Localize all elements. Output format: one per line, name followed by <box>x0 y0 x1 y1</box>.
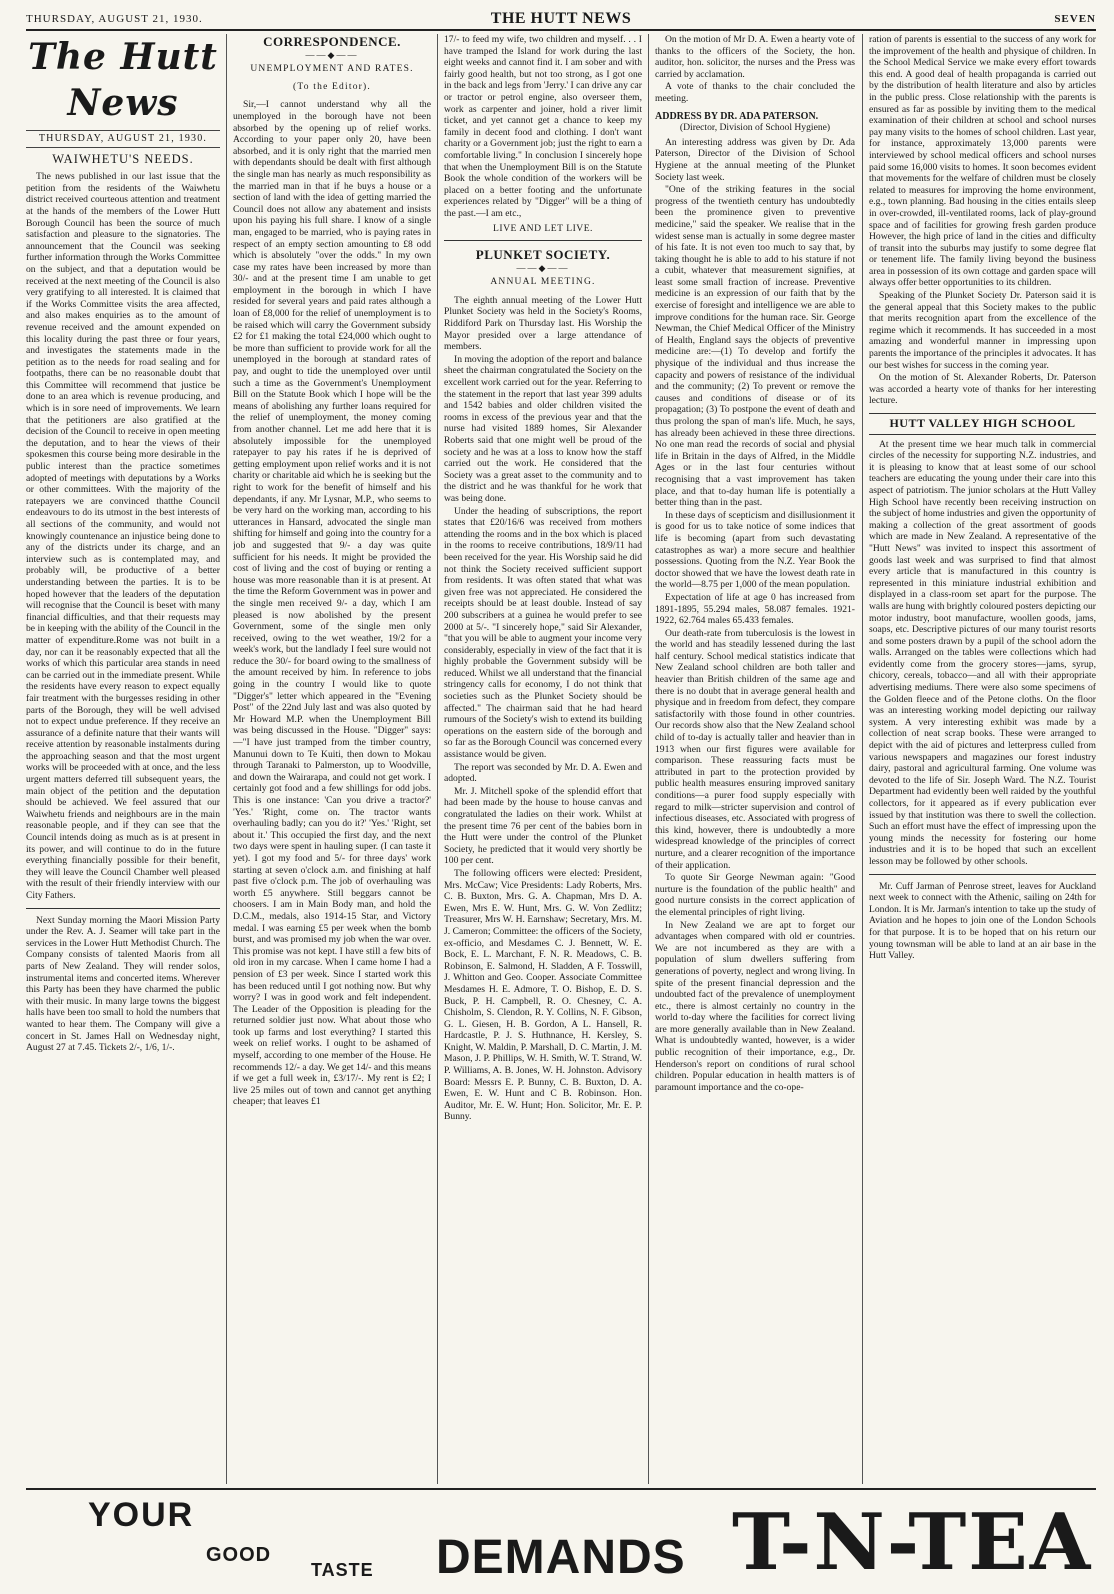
ornament: ——◆—— <box>305 49 359 60</box>
letter-address: (To the Editor). <box>293 81 371 92</box>
page-number: SEVEN <box>1054 13 1096 25</box>
section-rule <box>869 874 1096 875</box>
plunket-paragraph: Mr. J. Mitchell spoke of the splendid effort that had been made by the house to house canvas and congratulated the ladies on their work. Whilst at the present time 76 per cent of the babies born in the Hutt were under the control of the Plunket Society, he predicted that it would very shortly be 100 per cent. <box>444 785 642 867</box>
address-paragraph: In these days of scepticism and disillusionment it is good for us to take notice of some indices that life is becoming (apart from such devastating catastrophes as war) a more secure and healthier possessions. Quoting from the N.Z. Year Book the doctor showed that we have the lowest death rate in the world—8.75 per 1,000 of the mean population. <box>655 509 855 591</box>
ad-good: GOOD <box>206 1544 272 1566</box>
address-subheading: (Director, Division of School Hygiene) <box>679 122 831 134</box>
address-continued: On the motion of St. Alexander Roberts, Dr. Paterson was accorded a hearty vote of thanks for her interesting lecture. <box>869 372 1096 407</box>
column-1 <box>26 34 220 1484</box>
letter-paragraph: Sir,—I cannot understand why all the unemployed in the borough have not been absorbed by the opening up of relief works. According to your paper only 20, have been absorbed, and it is only right that the married men with dependants should be dealt with first although the single man has nearly as much responsibility as the married man in that if he buys a house or a section of land with the idea of getting married the Council does not allow any abatement and insists upon his paying his full share. I know of a single man, engaged to be married, who is paying rates in respect of an empty section amounting to £8 odd which is absolutely "over the odds." In my own case my rates have been increased by more than 30/- and at the present time I am unable to get employment in the borough in which I have resided for several years and paid rates although a loan of £8,000 for the relief of unemployment is to be raised which will carry the Government subsidy £2 for £1 making the total £24,000 which ought to be more than sufficient to provide work for all the unemployed in the borough at standard rates of pay, and ought to tide the unemployed over until such a time as the Government's Unemployment Bill on the Statute Book which I hope will be the means of abolishing any further loans required for the relief of unemployment, the money coming from another channel. Let me add here that it is absolutely impossible for the unemployed ratepayer to pay his rates if he is deprived of getting employment upon relief works and it is not charity or charitable aid which he is seeking but the right to work for the benefit of himself and his dependants, if any. Mr Lysnar, M.P., who seems to be very hard on the working man, according to his utterances in Hansard, advocated the single man shifting for himself and going into the country for a job and suggested that 9/- a day was quite sufficient for his needs. It might be provided the cost of living and the cost of buying or renting a house was more reasonable than it is at present. At the time the Reform Government was in power and the single men received 9/- a day, which I am pleased is now abolished by the present Government, some of the single men only received, owing to the wet weather, 19/2 for a week's work, but the landlady I feel sure would not reduce the 30/- for board owing to the smallness of the amount received by him. In reference to jobs going in the country I would like to quote "Digger's" letter which appeared in the "Evening Post" of the 22nd July last and was also quoted by Mr Howard M.P. when the Unemployment Bill was being discussed in the House. "Digger" says:—"I have just tramped from the timber country, Manunui down to Te Kuiti, then down to Mokau through Taranaki to Palmerston, up to Woodville, and down the Wairarapa, and could not get work. I certainly got food and a few shillings for odd jobs. This is one instance: 'Can you drive a tractor?' 'Yes.' 'Right, come on. The tractor wants overhauling badly; can you do it?' 'Yes.' 'Right, set about it.' This occupied the first day, and the next two days were spent in hauling super. (I can taste it yet). I got my food and 5/- for three days' work starting at seven o'clock a.m. and finishing at half past five o'clock p.m. The job of overhauling was worth £5 anywhere. Still beggars cannot be choosers. I am in Main Body man, and hold the D.C.M., medals, also 1914-15 Star, and Victory medal. I was earning £5 per week when the bomb burst, and was promised my job when the war over. This promise was not kept. I have still a few bits of old iron in my carcase. When I came home I had a pension of £3 per week. Since I started work this has been reduced until I got nothing now. But why worry? I was in good work and felt independent. The Leader of the Opposition is pleading for the returned soldier just now. What about those who took up farms and lost everything? I started this week on relief works. I ought to be ashamed of myself, according to one member of the House. He recommends 12/- a day. We get 14/- and this means if we get a full week in, £3/17/-. My rent is £2; I live 25 miles out of town and cannot get anything cheaper; that leaves £1 <box>233 99 431 1108</box>
column-5 <box>869 34 1096 1484</box>
correspondence-heading: CORRESPONDENCE. <box>263 34 401 49</box>
editorial-heading: WAIWHETU'S NEEDS. <box>52 151 194 166</box>
running-head-date: THURSDAY, AUGUST 21, 1930. <box>26 13 203 25</box>
ad-taste: TASTE <box>311 1560 374 1580</box>
letter-continued: 17/- to feed my wife, two children and myself. . . I have tramped the Island for work during the last eight weeks and cannot find it. I am sober and with fairly good health, but not too strong, as I got one in the back and legs from 'Jerry.' I can drive any car or tractor or petrol engine, also overseer them, work as carpenter and joiner, hold a river limit ticket, and yet cannot get a chance to keep my family in decent food and clothing. I don't want charity or a Government job; just the right to earn a comfortable living." In conclusion I sincerely hope that when the Unemployment Bill is on the Statute Book the whole condition of the workers will be placed on a better footing and the unfortunate experiences related by "Digger" will be a thing of the past.—I am etc., <box>444 34 642 219</box>
ad-brand: T-N-TEA <box>732 1497 1093 1588</box>
hvhs-paragraph: At the present time we hear much talk in commercial circles of the necessity for supporting N.Z. industries, and it is pleasing to know that at least some of our school teachers are educating the young under their care into this aspect of patriotism. The junior scholars at the Hutt Valley High School have recently been receiving instruction on the subject of home industries and given the opportunity of making a collection of the great assortment of goods which are made in New Zealand. A representative of the "Hutt News" was invited to inspect this assortment of goods last week and was surprised to find that almost every article that is manufactured in this country is represented in this miniature industrial exhibition and displayed in a class-room set apart for the purpose. The walls are hung with brightly coloured posters depicting our motor industry, boot manufacture, woollen goods, jams, soaps, etc. Descriptive pictures of our many tourist resorts and some posters drawn by a pupil of the school adorn the walls. Arranged on the tables were collections which had evidently come from the grocery stores—jams, syrup, chicory, cereals, tobacco—and all with their appropriate advertising mediums. There were also some specimens of the Golden fleece and of the Petone cloths. On the floor was an interesting working model depicting our railway system. A very interesting exhibit was made by a collection of neat scrap books. These were arranged to depict with the aid of pictures and letterpress culled from various newspapers and magazines our forest industry dairy, pastoral and agricultural farming. One volume was devoted to the life of Sir. Joseph Ward. The N.Z. Tourist Department had evidently been well raided by the youthful collectors, for it appeared as if every publication ever issued by that institution was there to swell the collection. Such an effort must have the effect of impressing upon the young minds the necessity for fostering our home industries and it is to be hoped that such an excellent lesson may be followed by other schools. <box>869 438 1096 867</box>
editorial-date: THURSDAY, AUGUST 21, 1930. <box>26 130 220 148</box>
plunket-heading: PLUNKET SOCIETY. <box>475 247 611 263</box>
plunket-subheading: ANNUAL MEETING. <box>490 277 596 288</box>
running-head <box>26 8 1096 28</box>
column-divider <box>226 34 227 1484</box>
address-paragraph: To quote Sir George Newman again: "Good nurture is the foundation of the public health" and good nurture consists in the correct application of the elemental principles of right living. <box>655 872 855 918</box>
letter-signature: LIVE AND LET LIVE. <box>493 222 593 234</box>
column-divider <box>862 34 863 1484</box>
ad-demands: DEMANDS <box>436 1531 686 1584</box>
plunket-paragraph: Under the heading of subscriptions, the report states that £20/16/6 was received from mothers attending the rooms and in the box which is placed in the rooms to receive contributions, 18/9/11 had been received for the year. His Worship said he did not think the Society received sufficient support from residents. It was often stated that what was given free was not appreciated. He considered the receipts should be at least double. Instead of say 200 subscribers at a guinea he would prefer to see 2000 at 5/-. "I sincerely hope," said Sir Alexander, "that you will be able to augment your income very considerably, especially in view of the fact that it is highly probable the Government subsidy will be reduced. Whilst we all understand that the financial stringency calls for economy, I do not think that societies such as the Plunket Society should be affected." The chairman said that he had heard rumours of the Society's wish to extend its building operations on the eastern side of the borough and so far as the Borough Council was concerned every assistance would be given. <box>444 505 642 761</box>
address-continued: Speaking of the Plunket Society Dr. Paterson said it is the general appeal that this Society makes to the public that merits recognition apart from the excellence of the regime which it recommends. It has succeeded in a most amazing and wonderful manner in impressing upon parents the importance of the principles it advocates. It has our best wishes for success in the coming year. <box>869 290 1096 371</box>
ornament: ——◆—— <box>516 262 570 273</box>
column-divider <box>648 34 649 1484</box>
hvhs-heading: HUTT VALLEY HIGH SCHOOL <box>869 413 1096 435</box>
address-paragraph: Our death-rate from tuberculosis is the lowest in the world and has steadily lessened during the last half century. School medical statistics indicate that New Zealand school children are both taller and heavier than British children of the same age and there is no doubt that in average general health and physique and in freedom from defect, they compare satisfactorily with those found in other countries. Our records show also that the New Zealand school child of to-day is actually taller and heavier than in 1913 when our first figures were available for comparison. These reassuring facts must be attributed in part to the protection provided by public health measures ensuring improved sanitary conditions—a purer food supply especially with regard to milk—stricter supervision and control of infectious diseases, etc. Associated with progress of this kind, however, there is undoubtedly a more widespread knowledge of the principles of correct nurture, and a clearer recognition of the importance of their application. <box>655 627 855 871</box>
plunket-paragraph: The report was seconded by Mr. D. A. Ewen and adopted. <box>444 761 642 785</box>
letter-title: UNEMPLOYMENT AND RATES. <box>250 64 414 75</box>
plunket-closing: On the motion of Mr D. A. Ewen a hearty vote of thanks to the officers of the Society, the hon. auditor, hon. solicitor, the nurses and the Press was carried by acclamation. <box>655 34 855 80</box>
maori-mission-notice: Next Sunday morning the Maori Mission Party under the Rev. A. J. Seamer will take part in the services in the Lower Hutt Methodist Church. The Company consists of talented Maoris from all parts of New Zealand. They will render solos, instrumental items and concerted items. Wherever this Party has been they have charmed the public with their music. In many large towns the biggest halls have been too small to hold the numbers that wanted to hear them. The Company will give a concert in St. James Hall on Wednesday night, August 27 at 7.45. Tickets 2/-, 1/6, 1/-. <box>26 914 220 1054</box>
jarman-notice: Mr. Cuff Jarman of Penrose street, leaves for Auckland next week to connect with the Athenic, sailing on 24th for London. It is Mr. Jarman's intention to take up the study of Aviation and he hopes to join one of the London Schools for that purpose. It is to be hoped that on his return our young townsman will be able to land at an air base in the Hutt Valley. <box>869 880 1096 962</box>
tea-advertisement <box>26 1488 1096 1588</box>
plunket-paragraph: In moving the adoption of the report and balance sheet the chairman congratulated the Society on the excellent work carried out for the year. Referring to the statement in the report that last year 399 adults and 1542 babies and older children visited the rooms in excess of the previous year and that the nurse had visited 1889 homes, Sir Alexander Roberts said that one might well be proud of the society and he was at a loss to know how the staff carried out the work. He considered that the Society was a great asset to the community and to the district and he was thankful for he work that was being done. <box>444 353 642 504</box>
address-paragraph: In New Zealand we are apt to forget our advantages when compared with old er countries. We are not incumbered as they are with a population of slum dwellers suffering from generations of poverty, neglect and wrong living. In spite of the present financial depression and the undoubted fact of the prevalence of unemployment etc., there is almost certainly no country in the world to-day where the facilities for correct living are more generally available than in New Zealand. What is undoubtedly wanted, however, is a wider public recognition of their importance, e.g., Dr. Henderson's report on conditions of rural school children. Popular education in health matters is of paramount importance and the co-ope- <box>655 919 855 1093</box>
section-rule <box>444 240 642 241</box>
masthead: The Hutt News <box>28 36 218 124</box>
address-paragraph: Expectation of life at age 0 has increased from 1891-1895, 55.294 males, 58.087 females. 1921-1922, 62.764 males 65.433 females. <box>655 591 855 627</box>
column-3 <box>444 34 642 1484</box>
column-4 <box>655 34 855 1484</box>
ad-your: YOUR <box>88 1496 195 1534</box>
editorial-paragraph: The news published in our last issue that the petition from the residents of the Waiwhetu district received courteous attention and treatment at the hands of the members of the Lower Hutt Borough Council has been the source of much satisfaction and pleasure to the signatories. The announcement that the Council was seeking further information through the Works Committee on the subject, and that a deputation would be received at the next meeting of the Council is also very gratifying to all interested. It is claimed that if the Works Committee visits the area affected, and also makes enquiries as to the amount of revenue received and the amount expended on this locality during the past three or four years, and investigates the statements made in the petition as to the needs for road sealing and for footpaths, there can be no reasonable doubt that this Committee will recommend that justice be done to an area which is revenue producing, and which is in sore need of improvements. We learn that the petitioners are also gratified at the decision of the Council to receive in open meeting the deputation, and to hear the views of their spokesmen this course being more desirable in the public interest than the practice sometimes adopted of meetings with deputations by a Works or other committees. With the majority of the ratepayers we are convinced thatthe Council endeavours to do its utmost in the best interests of all sections of the community, and would not knowingly countenance an injustice being done to any of the districts under its charge, and an interview such as is contemplated may, and probably will, be productive of a better understanding between the parties. It is to be hoped however that the leaders of the deputation will recognise that the Council is beset with many financial difficulties, and that their requests may be in keeping with the ability of the Council in the matter of expenditure.Rome was not built in a day, nor can it be reasonably expected that all the works of which this particular area stands in need can be carried out in the immediate present. While the residents have every reason to expect equally fair treatment with the burgesses residing in other parts of the Borough, they will be well advised not to expect undue preference. If they receive an assurance of a definite nature that their wants will receive attention by reasonable instalments during the approaching season and that the most urgent works will be proceeded with at once, and the less urgent matters deferred till subsequent years, the main object of the petition and the deputation should be achieved. We feel assured that our Waiwhetu friends and neighbours are in the main reasonable people, and if they can see that the Council intends doing as much as is at present in its power, and will continue to do in the future everything financially possible for their benefit, they will leave the Council Chamber well pleased with the result of their friendly interview with our City Fathers. <box>26 171 220 901</box>
column-divider <box>437 34 438 1484</box>
address-paragraph: An interesting address was given by Dr. Ada Paterson, Director of the Division of School Hygiene at the annual meeting of the Plunket Society last week. <box>655 136 855 183</box>
plunket-paragraph: The eighth annual meeting of the Lower Hutt Plunket Society was held in the Society's Rooms, Riddiford Park on Thursday last. His Worship the Mayor presided over a large attendance of members. <box>444 294 642 353</box>
section-rule <box>26 908 220 909</box>
address-heading: ADDRESS BY DR. ADA PATERSON. <box>655 110 819 122</box>
header-rule <box>26 29 1096 31</box>
address-paragraph: "One of the striking features in the social progress of the twentieth century has undoubtedly been the prominence given to preventive medicine," said the speaker. We realise that in the widest sense man is actually in some degree master of his fate. It is not even too much to say that, by taking thought he is able to add to his stature if not a cubit, whatever that measurement signifies, at least some small fraction of increase. Preventive medicine is an expression of our faith that by the exercise of foresight and intelligence we are able to improve conditions for the human race. Sir. George Newman, the Chief Medical Officer of the Ministry of Health, England says the objects of preventive medicine are:—(1) To develop and fortify the physique of the individual and thus increase the capacity and powers of resistance of the individual and the community; (2) To prevent or remove the causes and conditions of disease or of its propagation; (3) To postpone the event of death and thus prolong the span of man's life. Much, he says, has already been achieved in these three directions. No one man read the records of social and physial life in Britain in the days of Alfred, in the Middle Ages or in the last four centuries without recognising that a vast improvement has taken place, and that to-day human life is potentially a better thing than in the past. <box>655 184 855 509</box>
address-continued: ration of parents is essential to the success of any work for the improvement of the health and physique of children. In the School Medical Service we make every effort towards this end. A good deal of health propaganda is carried out by the distribution of health literature and also by articles in the public press. Close relationship with the parents is ensured as far as possible by inviting them to the medical examination of their children at school and school nurses pay many visits to the homes of school children. Last year, for instance, approximately 13,000 parents were interviewed by school medical officers and school nurses paid some 16,000 visits to homes. It soon becomes evident that movements for the welfare of children must be closely related to measures for improving the home environment, e.g., town planning. Bad housing in the cities entails sleep in over-crowded, ill-ventilated rooms, lack of play-ground space and of facilities for growing fresh garden produce However, the high price of land in the cities and difficulty of transit into the suburbs may justify to some degree flat or tenement life. The family living beyond the business area in possession of its own cottage and garden space will always offer better opportunities to its children. <box>869 34 1096 289</box>
running-head-title: THE HUTT NEWS <box>490 10 632 27</box>
column-2 <box>233 34 431 1484</box>
plunket-paragraph: The following officers were elected: President, Mrs. McCaw; Vice Presidents: Lady Roberts, Mrs. C. B. Buxton, Mrs. G. A. Chapman, Mrs D. A. Ewen, Mrs E. W. Hunt, Mrs. G. W. Von Zedlitz; Treasurer, Mrs W. H. Earnshaw; Secretary, Mrs. M. J. Cameron; Committee: the officers of the Society, ex-officio, and Mesdames C. J. Bennett, W. E. Bock, E. L. Marchant, F. N. R. Meadows, C. B. Robinson, E. Salmond, H. Sladden, A F. Tosswill, J. Whitton and Geo. Cooper. Associate Committee Mesdames H. E. Admore, T. O. Bishop, E. D. S. Buck, P. H. Campbell, R. O. Chesney, C. A. Chisholm, S. Clendon, R. Y. Collins, N. F. Gibson, G. L. Giesen, H. B. Gordon, A L. Hansell, R. Hardcastle, P. J. S. Huthnance, H. Kersley, S. Knight, W. Maldin, P. Marshall, D. C. Martin, J. M. Mason, J. P. Phillips, W. H. Smith, W. T. Strand, W. P. Williams, A. B. Jones, W. H. Johnston. Advisory Board: Messrs E. P. Bunny, C. B. Buxton, D. A. Ewen, E. W. Hunt and C B. Robinson. Hon. Auditor, Mr. E. W. Hunt; Hon. Solicitor, Mr. E. P. Bunny. <box>444 867 642 1123</box>
plunket-closing: A vote of thanks to the chair concluded the meeting. <box>655 81 855 104</box>
